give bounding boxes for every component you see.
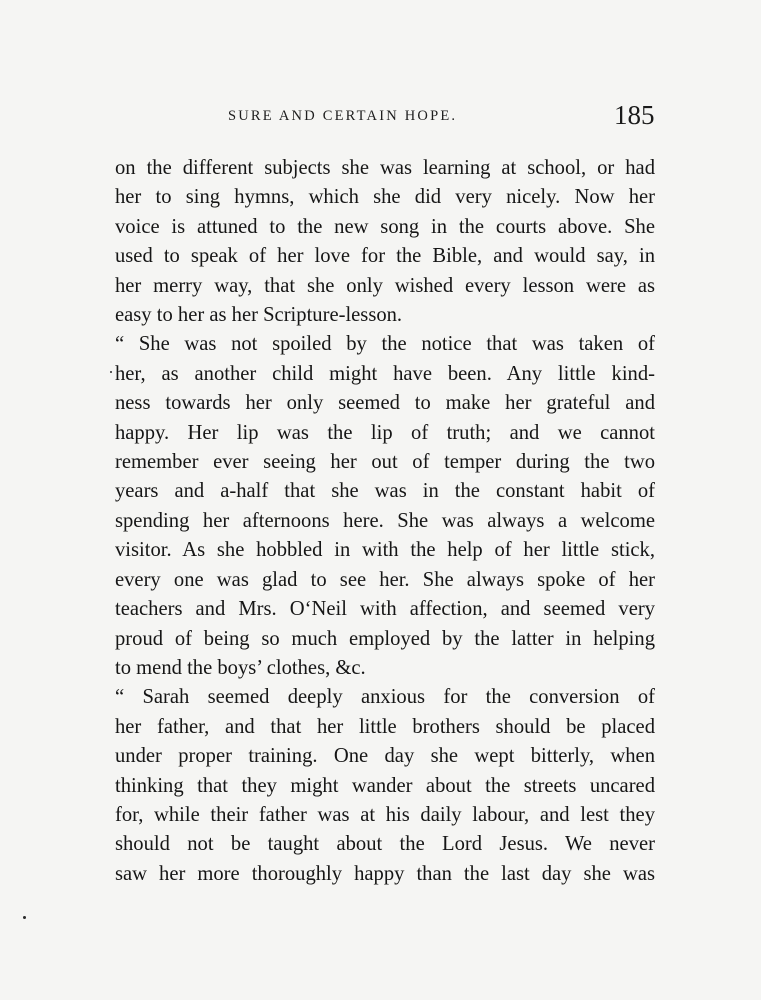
text-line: her father, and that her little brothers should be placed — [115, 715, 655, 738]
scan-speck — [110, 371, 112, 373]
text-line: years and a-half that she was in the constant habit of — [115, 480, 655, 503]
text-line: used to speak of her love for the Bible, and would say, in — [115, 245, 655, 268]
text-line: for, while their father was at his daily labour, and lest they — [115, 803, 655, 826]
text-line: remember ever seeing her out of temper during the two — [115, 451, 655, 474]
text-line: teachers and Mrs. O‘Neil with affection, and seemed very — [115, 598, 655, 621]
text-line: on the different subjects she was learning at school, or had — [115, 157, 655, 179]
text-line: ness towards her only seemed to make her grateful and — [115, 392, 655, 415]
text-line: under proper training. One day she wept bitterly, when — [115, 745, 655, 768]
scan-speck — [23, 916, 26, 919]
text-line: every one was glad to see her. She always spoke of her — [115, 568, 655, 591]
text-line: to mend the boys’ clothes, &c. — [115, 656, 366, 679]
text-line: voice is attuned to the new song in the courts above. She — [115, 215, 655, 238]
text-line: saw her more thoroughly happy than the last day she was — [115, 862, 655, 885]
text-line: should not be taught about the Lord Jesus. We never — [115, 833, 655, 856]
text-line: her merry way, that she only wished every lesson were as — [115, 274, 655, 297]
text-line: easy to her as her Scripture-lesson. — [115, 304, 403, 327]
text-line: thinking that they might wander about the streets uncared — [115, 774, 655, 797]
text-line: visitor. As she hobbled in with the help of her little stick, — [115, 539, 655, 562]
text-line: “ She was not spoiled by the notice that was taken of — [115, 333, 655, 356]
body-text — [115, 154, 655, 889]
text-line: proud of being so much employed by the latter in helping — [115, 627, 655, 650]
text-line: spending her afternoons here. She was always a welcome — [115, 509, 655, 532]
page-number: 185 — [614, 100, 655, 130]
text-line: happy. Her lip was the lip of truth; and we cannot — [115, 421, 655, 444]
text-line: her, as another child might have been. Any little kind- — [115, 362, 655, 385]
text-line: her to sing hymns, which she did very nicely. Now her — [115, 186, 655, 209]
text-line: “ Sarah seemed deeply anxious for the conversion of — [115, 686, 655, 709]
running-head: SURE AND CERTAIN HOPE. — [228, 108, 458, 124]
